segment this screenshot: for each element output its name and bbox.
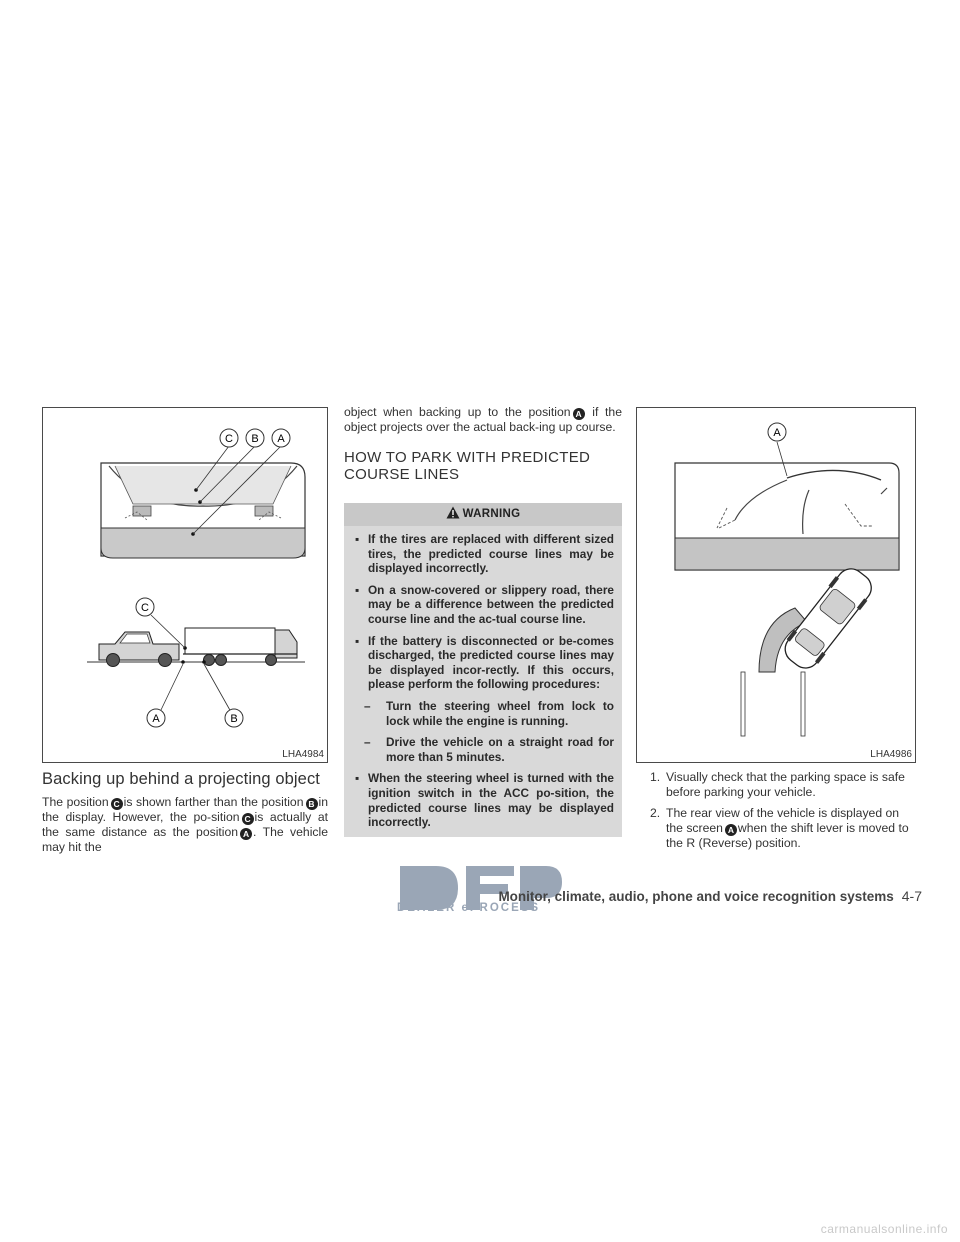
text-span: if the object projects over the actual back-ing up course. (344, 405, 622, 434)
figure-predicted-course-lines (636, 407, 916, 763)
bullet: ▪ (355, 582, 360, 597)
fig1-label-b-top: B (251, 433, 259, 445)
step-text: when the shift lever is moved to the R (Reverse) position. (666, 820, 909, 850)
watermark: carmanualsonline.info (820, 1222, 948, 1236)
warning-item (354, 771, 614, 829)
warning-item-text: When the steering wheel is turned with the ignition switch in the ACC po-sition, the predicted course lines may be displayed incorrectly. (368, 771, 614, 830)
dash: – (364, 735, 371, 750)
heading-projecting-object: Backing up behind a projecting object (42, 770, 320, 788)
figure-1-code: LHA4984 (282, 749, 324, 760)
step-text: Visually check that the parking space is safe before parking your vehicle. (666, 770, 905, 799)
page-number: 4-7 (901, 888, 922, 904)
marker-c: C (242, 813, 254, 825)
text-span: is actually at the same distance as the position (42, 810, 328, 839)
warning-subitem-text: Drive the vehicle on a straight road for more than 5 minutes. (386, 735, 614, 764)
warning-item (354, 532, 614, 576)
warning-subitem (364, 699, 614, 728)
warning-item-text: If the battery is disconnected or be-comes discharged, the predicted course lines may be displayed incor-rectly. If this occurs, please perform the following procedures: (368, 633, 614, 692)
heading-predicted-course-lines: HOW TO PARK WITH PREDICTED COURSE LINES (344, 448, 591, 483)
section-column-2 (344, 405, 622, 483)
step-number: 1. (650, 770, 661, 784)
figure-1-illustration (43, 408, 329, 764)
warning-item-text: If the tires are replaced with different sized tires, the predicted course lines may be displayed incorrectly. (368, 532, 614, 576)
paragraph-projecting-object-cont (344, 405, 622, 435)
fig1-label-a-side: A (152, 713, 160, 725)
text-span: is shown farther than the position (123, 795, 304, 809)
step-2 (650, 806, 916, 850)
warning-header (344, 503, 622, 526)
warning-subitem (364, 735, 614, 764)
text-span: in the display. However, the po-sition (42, 795, 328, 824)
marker-b: B (306, 798, 318, 810)
warning-item (354, 583, 614, 627)
text-span: The position (42, 795, 109, 809)
fig1-label-a-top: A (277, 433, 285, 445)
footer-title: Monitor, climate, audio, phone and voice recognition systems (498, 889, 894, 904)
step-number: 2. (650, 806, 661, 821)
fig1-label-b-side: B (230, 713, 238, 725)
fig1-label-c-side: C (141, 602, 149, 614)
figure-camera-projecting-object (42, 407, 328, 763)
step-text: The rear view of the vehicle is displayed on the screen (666, 806, 900, 835)
marker-a: A (725, 824, 737, 836)
paragraph-projecting-object (42, 795, 328, 855)
fig2-label-a-top: A (773, 427, 781, 439)
logo-text: DEALER ePROCESS (397, 902, 541, 914)
fig1-label-c-top: C (225, 433, 233, 445)
warning-body (344, 526, 622, 830)
section-projecting-object (42, 770, 328, 855)
marker-a: A (240, 828, 252, 840)
warning-box (344, 503, 622, 837)
marker-c: C (111, 798, 123, 810)
text-span: object when backing up to the position (344, 405, 571, 419)
warning-triangle-icon (446, 505, 460, 528)
text-span: . The vehicle may hit the (42, 825, 328, 854)
page-footer (400, 888, 922, 904)
warning-item-text: On a snow-covered or slippery road, there may be a difference between the predicted course line and the ac-tual course line. (368, 582, 614, 626)
figure-2-illustration (637, 408, 917, 764)
warning-title: WARNING (462, 508, 521, 520)
bullet: ▪ (355, 771, 360, 786)
bullet: ▪ (355, 532, 360, 546)
steps-list (650, 770, 916, 857)
marker-a: A (573, 408, 585, 420)
figure-2-code: LHA4986 (870, 749, 912, 760)
dash: – (364, 698, 371, 713)
warning-subitem-text: Turn the steering wheel from lock to lock while the engine is running. (386, 698, 614, 728)
warning-item (354, 634, 614, 692)
bullet: ▪ (355, 633, 360, 648)
step-1 (650, 770, 916, 799)
